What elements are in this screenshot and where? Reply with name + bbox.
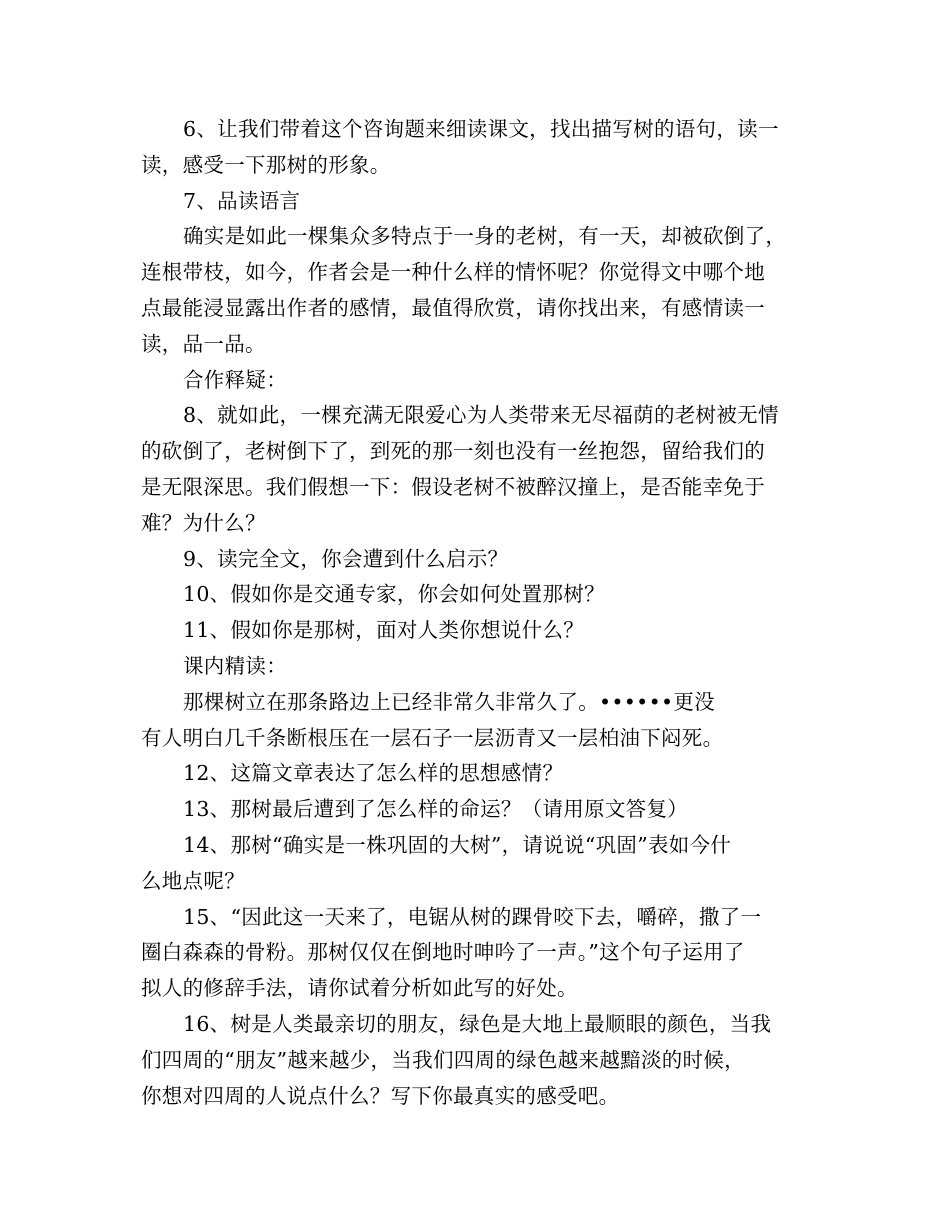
text-line: 拟人的修辞手法，请你试着分析如此写的好处。	[141, 976, 578, 1001]
text-line: 合作释疑：	[183, 367, 287, 392]
paragraph-7	[141, 184, 813, 220]
text-line: 连根带枝，如今，作者会是一种什么样的情怀呢？你觉得文中哪个地	[141, 260, 765, 285]
text-line: 圈白森森的骨粉。那树仅仅在倒地时呻吟了一声。”这个句子运用了	[141, 940, 745, 965]
paragraph-15	[141, 900, 813, 1007]
text-line: 8、就如此，一棵充满无限爱心为人类带来无尽福荫的老树被无情	[183, 403, 779, 428]
paragraph-13	[141, 792, 813, 828]
paragraph-pin-du	[141, 219, 813, 362]
paragraph-11	[141, 613, 813, 649]
text-line: 13、那树最后遭到了怎么样的命运？（请用原文答复）	[183, 797, 689, 822]
text-line: 的砍倒了，老树倒下了，到死的那一刻也没有一丝抱怨，留给我们的	[141, 439, 765, 464]
text-line: 12、这篇文章表达了怎么样的思想感情？	[183, 761, 564, 786]
paragraph-16	[141, 1007, 813, 1114]
text-line: 难？为什么？	[141, 510, 266, 535]
document-body	[141, 112, 813, 1114]
text-line: 9、读完全文，你会遭到什么启示？	[183, 546, 509, 571]
text-line: 16、树是人类最亲切的朋友，绿色是大地上最顺眼的颜色，当我	[183, 1011, 772, 1036]
text-line: 确实是如此一棵集众多特点于一身的老树，有一天，却被砍倒了，	[183, 224, 787, 249]
text-line: 那棵树立在那条路边上已经非常久非常久了。••••••更没	[183, 689, 715, 714]
section-heading-he-zuo	[141, 363, 813, 399]
text-line: 10、假如你是交通专家，你会如何处置那树？	[183, 582, 605, 607]
paragraph-9	[141, 542, 813, 578]
text-line: 15、“因此这一天来了，电锯从树的踝骨咬下去，嚼碎，撒了一	[183, 904, 762, 929]
text-line: 读，感受一下那树的形象。	[141, 152, 391, 177]
text-line: 么地点呢？	[141, 868, 245, 893]
paragraph-12	[141, 756, 813, 792]
paragraph-8	[141, 398, 813, 541]
text-line: 11、假如你是那树，面对人类你想说什么？	[183, 618, 585, 643]
paragraph-14	[141, 828, 813, 900]
text-line: 点最能浸显露出作者的感情，最值得欣赏，请你找出来，有感情读一	[141, 295, 765, 320]
text-line: 们四周的“朋友”越来越少，当我们四周的绿色越来越黯淡的时候，	[141, 1047, 745, 1072]
text-line: 6、让我们带着这个咨询题来细读课文，找出描写树的语句，读一	[183, 117, 779, 141]
text-line: 是无限深思。我们假想一下：假设老树不被醉汉撞上，是否能幸免于	[141, 474, 765, 499]
paragraph-excerpt	[141, 685, 813, 757]
text-line: 你想对四周的人说点什么？写下你最真实的感受吧。	[141, 1083, 620, 1108]
text-line: 14、那树“确实是一株巩固的大树”，请说说“巩固”表如今什	[183, 832, 732, 857]
text-line: 读，品一品。	[141, 331, 266, 356]
paragraph-10	[141, 577, 813, 613]
text-line: 7、品读语言	[183, 188, 301, 213]
text-line: 有人明白几千条断根压在一层石子一层沥青又一层柏油下闷死。	[141, 725, 724, 750]
text-line: 课内精读：	[183, 653, 287, 678]
section-heading-ke-nei	[141, 649, 813, 685]
paragraph-6	[141, 112, 813, 184]
